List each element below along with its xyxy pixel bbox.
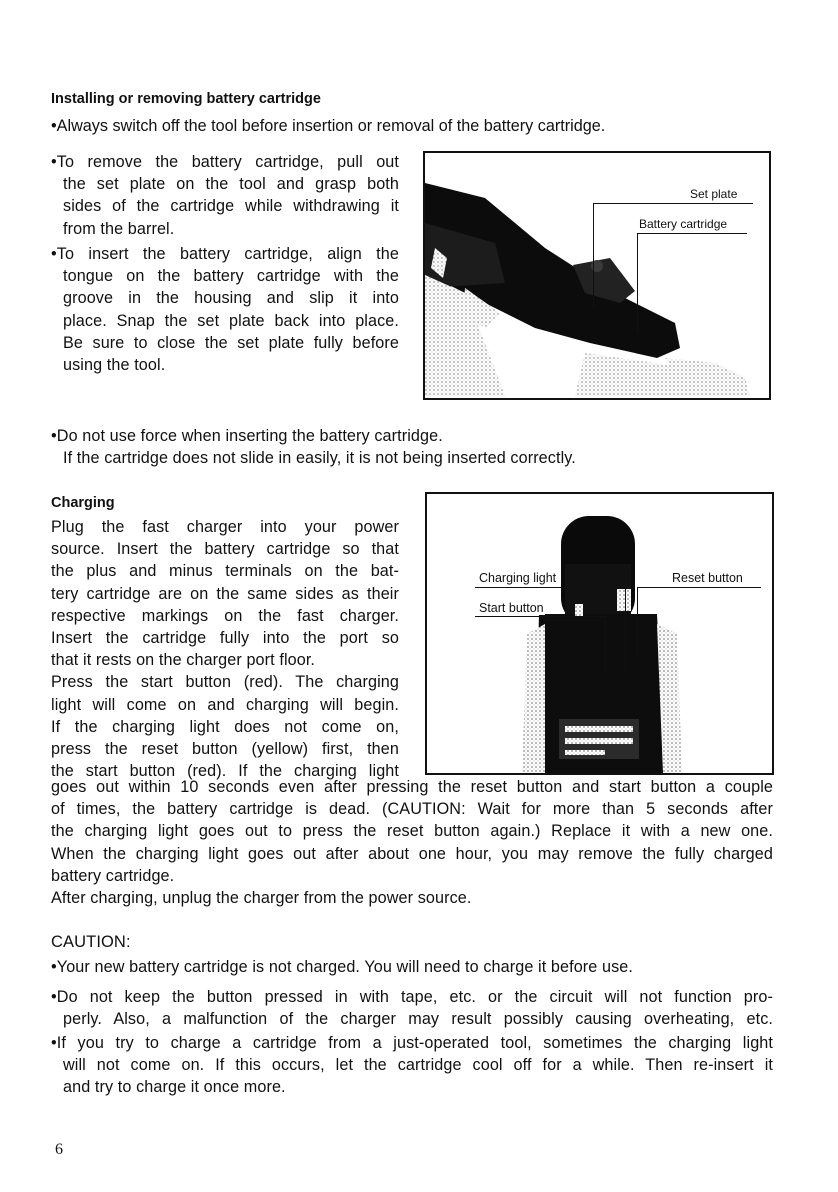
charging-paragraph-left bbox=[51, 516, 399, 782]
charging-full-line: battery cartridge. bbox=[51, 866, 175, 885]
remove-line: from the barrel. bbox=[63, 219, 175, 238]
charging-line: the plus and minus terminals on the bat- bbox=[51, 562, 399, 581]
callout-line-start-button bbox=[475, 616, 605, 617]
callout-line-set-plate bbox=[593, 203, 753, 204]
charging-line: If the charging light does not come on, bbox=[51, 717, 399, 736]
charging-line: Insert the cartridge fully into the port so bbox=[51, 629, 399, 648]
charging-full-line: the charging light goes out to press the reset button again.) Replace it with a new one. bbox=[51, 822, 773, 841]
charging-line: Press the start button (red). The charging bbox=[51, 673, 399, 692]
caution-item-1 bbox=[51, 956, 633, 978]
charging-line: light will come on and charging will begin. bbox=[51, 695, 399, 714]
force-line: If the cartridge does not slide in easily, it is not being inserted correctly. bbox=[63, 449, 576, 468]
bullet-dot: • bbox=[51, 988, 57, 1006]
callout-line-charging-light bbox=[625, 587, 626, 672]
caution-item-3 bbox=[51, 1032, 773, 1099]
label-reset-button: Reset button bbox=[672, 571, 743, 585]
insert-paragraph bbox=[51, 243, 399, 376]
caution-item-2-line: perly. Also, a malfunction of the charger may result possibly causing overheating, etc. bbox=[63, 1010, 773, 1029]
charging-line: source. Insert the battery cartridge so that bbox=[51, 540, 399, 559]
caution-item-3-line: will not come on. If this occurs, let the cartridge cool off for a while. Then re-insert it bbox=[63, 1056, 773, 1075]
remove-line: To remove the battery cartridge, pull out bbox=[56, 153, 399, 171]
insert-line: place. Snap the set plate back into place. bbox=[63, 311, 399, 330]
label-battery-cartridge: Battery cartridge bbox=[639, 217, 728, 231]
caution-item-3-line: and try to charge it once more. bbox=[63, 1078, 286, 1097]
callout-line-reset-button bbox=[637, 587, 638, 657]
figure-battery-cartridge bbox=[423, 151, 771, 400]
figure-fast-charger bbox=[425, 492, 774, 775]
bullet-dot: • bbox=[51, 958, 57, 976]
insert-line: tongue on the battery cartridge with the bbox=[63, 267, 399, 286]
charging-line: the start button (red). If the charging light bbox=[51, 762, 399, 781]
bullet-dot: • bbox=[51, 427, 57, 445]
insert-line: using the tool. bbox=[63, 356, 166, 375]
label-charging-light: Charging light bbox=[479, 571, 557, 585]
caution-item-3-line: If you try to charge a cartridge from a just-operated tool, sometimes the charging light bbox=[56, 1034, 773, 1052]
remove-line: sides of the cartridge while withdrawing it bbox=[63, 197, 399, 216]
after-charging-line: After charging, unplug the charger from the power source. bbox=[51, 889, 472, 908]
force-paragraph bbox=[51, 425, 576, 469]
force-line: Do not use force when inserting the battery cartridge. bbox=[56, 427, 443, 445]
charging-line: that it rests on the charger port floor. bbox=[51, 651, 316, 670]
callout-line-set-plate bbox=[593, 203, 594, 308]
label-start-button: Start button bbox=[479, 601, 544, 615]
charging-line: Plug the fast charger into your power bbox=[51, 518, 399, 536]
bullet-text: Always switch off the tool before insertion or removal of the battery cartridge. bbox=[56, 117, 606, 135]
callout-line-charging-light bbox=[475, 587, 625, 588]
charging-paragraph-full bbox=[51, 776, 773, 909]
charging-full-line: goes out within 10 seconds even after pressing the reset button and start button a couple bbox=[51, 778, 773, 796]
caution-item-2-line: Do not keep the button pressed in with tape, etc. or the circuit will not function pro- bbox=[56, 988, 773, 1006]
bullet-always-switch-off: •Always switch off the tool before insertion or removal of the battery cartridge. bbox=[51, 117, 606, 135]
remove-paragraph bbox=[51, 151, 399, 240]
caution-item-1-text: Your new battery cartridge is not charged. You will need to charge it before use. bbox=[56, 958, 633, 976]
section-heading-installing: Installing or removing battery cartridge bbox=[51, 91, 321, 107]
page-number: 6 bbox=[55, 1141, 63, 1158]
insert-line: To insert the battery cartridge, align the bbox=[56, 245, 399, 263]
caution-heading: CAUTION: bbox=[51, 933, 131, 951]
charging-full-line: When the charging light goes out after about one hour, you may remove the fully charged bbox=[51, 844, 773, 863]
insert-line: groove in the housing and slip it into bbox=[63, 289, 399, 308]
callout-line-reset-button bbox=[637, 587, 761, 588]
charging-full-line: of times, the battery cartridge is dead. (CAUTION: Wait for more than 5 seconds after bbox=[51, 800, 773, 819]
callout-line-start-button bbox=[605, 616, 606, 674]
label-set-plate: Set plate bbox=[690, 187, 738, 201]
remove-line: the set plate on the tool and grasp both bbox=[63, 175, 399, 194]
bullet-dot: • bbox=[51, 153, 57, 171]
charging-line: respective markings on the fast charger. bbox=[51, 606, 399, 625]
caution-item-2 bbox=[51, 986, 773, 1030]
charging-line: tery cartridge are on the same sides as their bbox=[51, 584, 399, 603]
charging-line: press the reset button (yellow) first, then bbox=[51, 740, 399, 759]
callout-line-battery bbox=[637, 233, 747, 234]
callout-line-battery bbox=[637, 233, 638, 333]
bullet-dot: • bbox=[51, 245, 57, 263]
section-heading-charging: Charging bbox=[51, 495, 115, 511]
insert-line: Be sure to close the set plate fully before bbox=[63, 333, 399, 352]
fast-charger-photo bbox=[427, 494, 772, 773]
bullet-dot: • bbox=[51, 1034, 57, 1052]
